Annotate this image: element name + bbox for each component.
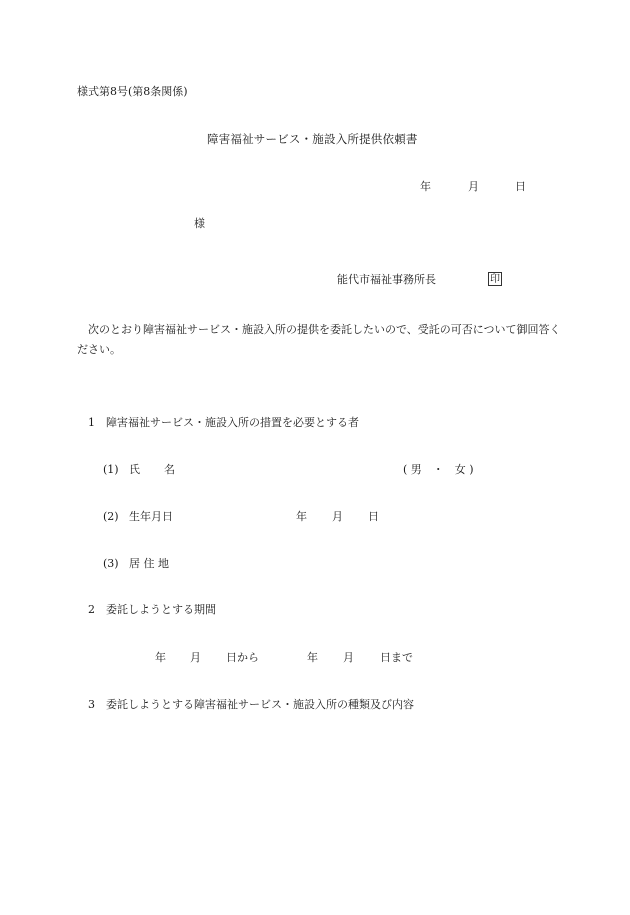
- date-month-label: 月: [468, 180, 479, 193]
- sender-name: 能代市福祉事務所長: [337, 273, 436, 286]
- birth-month-label: 月: [332, 510, 343, 523]
- period-to-year-label: 年: [307, 651, 318, 664]
- date-year-label: 年: [420, 180, 431, 193]
- section1-heading: 1 障害福祉サービス・施設入所の措置を必要とする者: [88, 416, 359, 429]
- section3-heading: 3 委託しようとする障害福祉サービス・施設入所の種類及び内容: [88, 698, 414, 711]
- name-item-number: (1): [103, 463, 119, 476]
- period-from-day-label: 日から: [226, 651, 259, 664]
- request-body-text: 次のとおり障害福祉サービス・施設入所の提供を委託したいので、受託の可否について御回答ください。: [77, 323, 561, 356]
- address-item-number: (3): [103, 557, 119, 570]
- period-to-month-label: 月: [343, 651, 354, 664]
- birth-year-label: 年: [296, 510, 307, 523]
- date-day-label: 日: [515, 180, 526, 193]
- section2-heading: 2 委託しようとする期間: [88, 603, 216, 616]
- birth-day-label: 日: [368, 510, 379, 523]
- name-label-char-2: 名: [164, 463, 175, 476]
- sex-choice: ( 男 ・ 女 ): [403, 463, 474, 476]
- addressee-honorific: 様: [194, 217, 205, 230]
- form-number: 様式第8号(第8条関係): [77, 85, 188, 98]
- birthdate-item-number: (2): [103, 510, 119, 523]
- period-from-year-label: 年: [155, 651, 166, 664]
- address-label: 居 住 地: [129, 557, 169, 570]
- seal-mark: 印: [490, 274, 500, 285]
- name-label-char-1: 氏: [129, 463, 140, 476]
- name-label: [129, 463, 175, 477]
- document-title: 障害福祉サービス・施設入所提供依頼書: [207, 132, 418, 146]
- period-from-month-label: 月: [190, 651, 201, 664]
- period-to-day-label: 日まで: [380, 651, 413, 664]
- birthdate-label: 生年月日: [129, 510, 173, 523]
